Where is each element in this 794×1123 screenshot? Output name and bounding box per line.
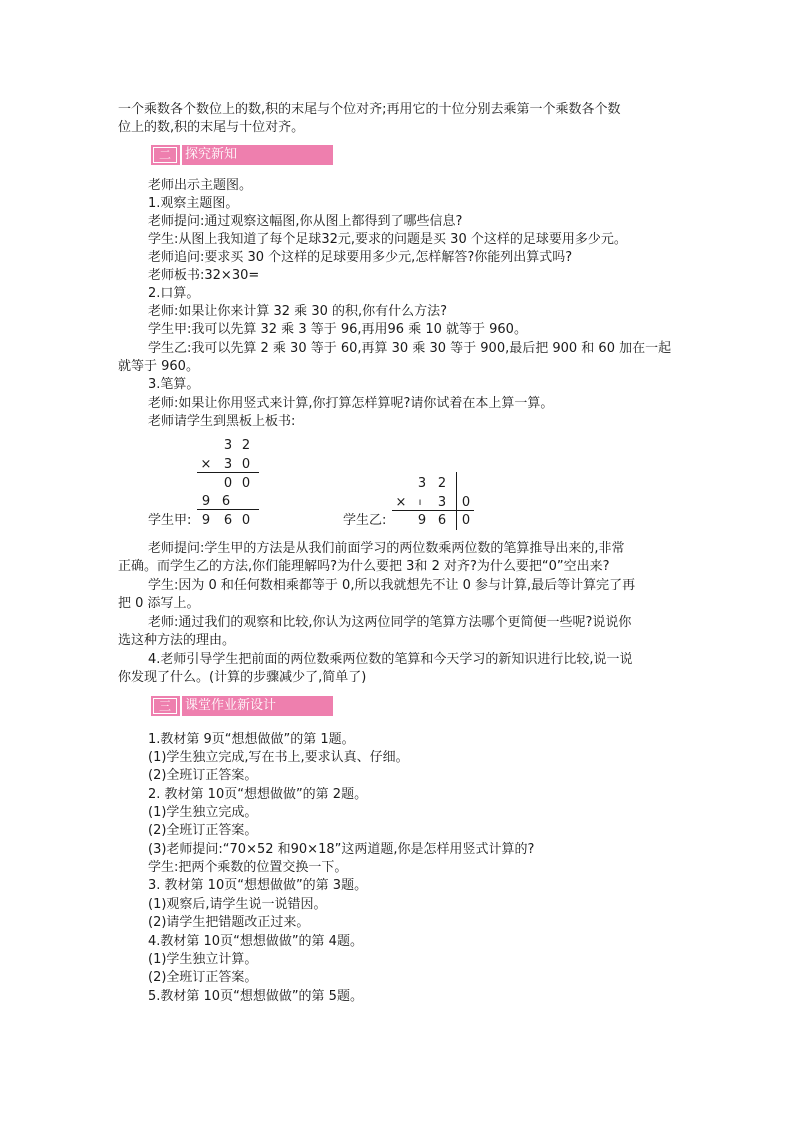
text-line: 4.教材第 10页“想想做做”的第 4题。 (148, 934, 363, 949)
text-line: 5.教材第 10页“想想做做”的第 5题。 (148, 989, 363, 1004)
calc-digit: 3 (437, 495, 447, 510)
text-line: 学生甲:我可以先算 32 乘 3 等于 96,再用96 乘 10 就等于 960。 (148, 322, 527, 337)
calc-digit: 0 (241, 457, 251, 472)
text-line: 2. 教材第 10页“想想做做”的第 2题。 (148, 787, 368, 802)
calc-rule (392, 510, 474, 511)
text-line: (2)全班订正答案。 (148, 768, 258, 783)
text-line: (2)全班订正答案。 (148, 823, 258, 838)
multiply-sign: × (395, 495, 407, 510)
text-line: 4.老师引导学生把前面的两位数乘两位数的笔算和今天学习的新知识进行比较,说一说 (148, 652, 633, 667)
text-line: (3)老师提问:“70×52 和90×18”这两道题,你是怎样用竖式计算的? (148, 842, 535, 857)
intro-line-2: 位上的数,积的末尾与十位对齐。 (118, 120, 305, 135)
text-line: 老师板书:32×30= (148, 268, 260, 283)
text-line: (2)请学生把错题改正过来。 (148, 915, 310, 930)
calc-digit: 2 (437, 476, 447, 491)
text-line: 老师追问:要求买 30 个这样的足球要用多少元,怎样解答?你能列出算式吗? (148, 250, 573, 265)
text-line: 老师:通过我们的观察和比较,你认为这两位同学的笔算方法哪个更简便一些呢?说说你 (148, 615, 632, 630)
section-number: 三 (153, 698, 177, 714)
section-heading-explore (151, 145, 333, 165)
text-line: 你发现了什么。(计算的步骤减少了,简单了) (118, 670, 367, 685)
calc-digit: 3 (223, 457, 233, 472)
calc-digit: 6 (437, 513, 447, 528)
text-line: 老师请学生到黑板上板书: (148, 414, 296, 429)
heading-divider (180, 145, 182, 165)
text-line: (1)学生独立计算。 (148, 952, 258, 967)
calc-digit: 0 (461, 495, 471, 510)
text-line: 2.口算。 (148, 286, 200, 301)
text-line: 学生:因为 0 和任何数相乘都等于 0,所以我就想先不让 0 参与计算,最后等计算完了再 (148, 578, 636, 593)
calc-digit: 0 (461, 513, 471, 528)
calc-digit: 3 (417, 476, 427, 491)
text-line: 1.观察主题图。 (148, 196, 239, 211)
text-line: (1)学生独立完成,写在书上,要求认真、仔细。 (148, 750, 409, 765)
calc-divider (456, 472, 457, 530)
text-line: 正确。而学生乙的方法,你们能理解吗?为什么要把 3和 2 对齐?为什么要把“0”空出来? (118, 559, 610, 574)
calc-digit: 3 (223, 438, 233, 453)
text-line: 把 0 添写上。 (118, 596, 200, 611)
text-line: 学生:把两个乘数的位置交换一下。 (148, 860, 348, 875)
text-line: 老师出示主题图。 (148, 178, 253, 193)
text-line: (1)观察后,请学生说一说错因。 (148, 897, 327, 912)
calc-digit: 0 (223, 476, 233, 491)
calc-mark: ı (418, 497, 422, 508)
calc-digit: 6 (221, 494, 231, 509)
text-line: 就等于 960。 (118, 359, 199, 374)
calc-rule (197, 472, 259, 473)
text-line: (2)全班订正答案。 (148, 970, 258, 985)
calc-digit: 0 (241, 513, 251, 528)
text-line: 1.教材第 9页“想想做做”的第 1题。 (148, 732, 355, 747)
calc-digit: 9 (417, 513, 427, 528)
calc-label: 学生甲: (148, 513, 192, 528)
calc-label: 学生乙: (343, 513, 387, 528)
text-line: 3. 教材第 10页“想想做做”的第 3题。 (148, 878, 368, 893)
section-title: 探究新知 (185, 147, 238, 162)
text-line: 老师:如果让你用竖式来计算,你打算怎样算呢?请你试着在本上算一算。 (148, 396, 554, 411)
text-line: 学生:从图上我知道了每个足球32元,要求的问题是买 30 个这样的足球要用多少元。 (148, 232, 627, 247)
calc-rule (197, 509, 259, 510)
section-number: 二 (153, 147, 177, 163)
text-line: (1)学生独立完成。 (148, 805, 258, 820)
heading-divider (180, 696, 182, 716)
text-line: 学生乙:我可以先算 2 乘 30 等于 60,再算 30 乘 30 等于 900,最后把 900 和 60 加在一起 (148, 341, 672, 356)
text-line: 3.笔算。 (148, 377, 200, 392)
calc-digit: 9 (201, 513, 211, 528)
section-heading-homework (151, 696, 333, 716)
calc-digit: 0 (241, 476, 251, 491)
calc-digit: 2 (241, 438, 251, 453)
text-line: 老师提问:学生甲的方法是从我们前面学习的两位数乘两位数的笔算推导出来的,非常 (148, 541, 625, 556)
text-line: 选这种方法的理由。 (118, 633, 236, 648)
text-line: 老师提问:通过观察这幅图,你从图上都得到了哪些信息? (148, 214, 463, 229)
section-title: 课堂作业新设计 (185, 698, 277, 713)
calc-digit: 9 (201, 494, 211, 509)
text-line: 老师:如果让你来计算 32 乘 30 的积,你有什么方法? (148, 304, 448, 319)
multiply-sign: × (200, 457, 212, 472)
intro-line-1: 一个乘数各个数位上的数,积的末尾与个位对齐;再用它的十位分别去乘第一个乘数各个数 (118, 102, 621, 117)
calc-digit: 6 (223, 513, 233, 528)
